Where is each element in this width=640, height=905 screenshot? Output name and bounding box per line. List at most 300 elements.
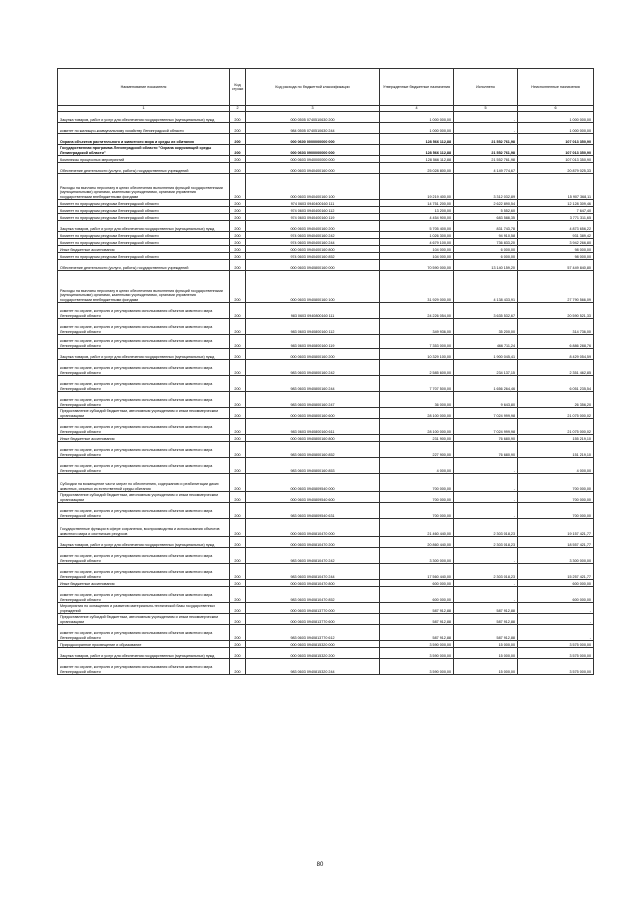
table-header [58, 69, 594, 112]
row-name-cell: Природоохранное просвещение и образование [58, 641, 230, 648]
row-kbk-cell: 000 0505 0740510630 200 [246, 112, 380, 123]
row-kbk-cell: 983 0603 0940813770 612 [246, 625, 380, 641]
row-executed-cell: 3 635 532,67 [454, 303, 518, 319]
row-unexecuted-cell: 20 879 025,33 [518, 163, 594, 174]
row-kbk-cell: 000 0603 0940815320 200 [246, 648, 380, 659]
table-row [58, 537, 594, 548]
table-row [58, 648, 594, 659]
row-approved-cell: 7 353 000,00 [380, 335, 454, 349]
row-code-cell: 200 [230, 246, 246, 253]
row-approved-cell: 5 705 400,00 [380, 221, 454, 232]
row-kbk-cell: 983 0603 0940810470 242 [246, 548, 380, 564]
table-row [58, 442, 594, 458]
row-unexecuted-cell: 18 557 421,77 [518, 537, 594, 548]
row-name-cell: комитет по охране, контролю и регулированию использования объектов животного мира Ленинградской области [58, 442, 230, 458]
table-row [58, 303, 594, 319]
row-executed-cell: - [454, 112, 518, 123]
row-code-cell: 200 [230, 474, 246, 492]
table-row [58, 435, 594, 442]
table-row [58, 419, 594, 435]
row-unexecuted-cell: 107 013 350,90 [518, 145, 594, 156]
row-name-cell: Закупка товаров, работ и услуг для обеспечения государственных (муниципальных) нужд [58, 221, 230, 232]
row-executed-cell: - [454, 580, 518, 587]
table-row [58, 625, 594, 641]
column-number: 4 [380, 106, 454, 112]
row-code-cell: 200 [230, 360, 246, 376]
row-name-cell: Комитет по природным ресурсам Ленинградской области [58, 232, 230, 239]
row-code-cell: 200 [230, 537, 246, 548]
row-approved-cell: 21 460 440,00 [380, 519, 454, 537]
table-row [58, 614, 594, 625]
row-name-cell: комитет по охране, контролю и регулированию использования объектов животного мира Ленинградской области [58, 564, 230, 580]
row-name-cell: Закупка товаров, работ и услуг для обеспечения государственных (муниципальных) нужд [58, 112, 230, 123]
table-row [58, 659, 594, 675]
row-name-cell: Расходы на выплаты персоналу в целях обеспечения выполнения функций государственными (муниципальными) органами, казенными учреждениями, органами управления государственными внебюджетными фондами [58, 174, 230, 200]
row-unexecuted-cell: 107 013 350,90 [518, 156, 594, 163]
row-code-cell: 200 [230, 253, 246, 260]
table-row [58, 335, 594, 349]
row-approved-cell: 14 751 200,00 [380, 200, 454, 207]
row-approved-cell: 10 329 100,00 [380, 349, 454, 360]
budget-report-sheet [57, 68, 593, 675]
table-row [58, 123, 594, 134]
table-row [58, 145, 594, 156]
row-approved-cell: 1 000 000,00 [380, 123, 454, 134]
row-executed-cell: 683 588,35 [454, 214, 518, 221]
row-code-cell: 200 [230, 603, 246, 614]
column-number: 5 [454, 106, 518, 112]
table-row [58, 376, 594, 392]
row-executed-cell: 15 000,00 [454, 659, 518, 675]
row-code-cell: 200 [230, 335, 246, 349]
table-row [58, 503, 594, 519]
budget-execution-table [57, 68, 594, 675]
row-code-cell: 200 [230, 519, 246, 537]
table-row [58, 548, 594, 564]
table-row [58, 603, 594, 614]
row-kbk-cell: 000 0603 0940813770 600 [246, 614, 380, 625]
row-executed-cell: 15 000,00 [454, 641, 518, 648]
row-code-cell: 200 [230, 580, 246, 587]
row-unexecuted-cell: 6 886 288,76 [518, 335, 594, 349]
row-approved-cell: 25 028 800,00 [380, 163, 454, 174]
row-name-cell: Иные бюджетные ассигнования [58, 435, 230, 442]
row-unexecuted-cell: 600 000,00 [518, 580, 594, 587]
row-executed-cell: 6 000,00 [454, 253, 518, 260]
row-unexecuted-cell: 600 000,00 [518, 587, 594, 603]
row-name-cell: Расходы на выплаты персоналу в целях обеспечения выполнения функций государственными (муниципальными) органами, казенными учреждениями, органами управления государственными внебюджетными фондами [58, 271, 230, 303]
table-row [58, 271, 594, 303]
table-row [58, 458, 594, 474]
row-approved-cell: 600 000,00 [380, 580, 454, 587]
header-row [58, 69, 594, 106]
page-number: 80 [316, 862, 324, 868]
row-executed-cell: 6 000,00 [454, 246, 518, 253]
row-code-cell: 200 [230, 134, 246, 145]
row-name-cell: Комплексы процессных мероприятий [58, 156, 230, 163]
row-approved-cell: 2 585 600,00 [380, 360, 454, 376]
row-executed-cell: - [454, 503, 518, 519]
table-row [58, 232, 594, 239]
row-name-cell: комитет по охране, контролю и регулированию использования объектов животного мира Ленинградской области [58, 659, 230, 675]
row-unexecuted-cell: 12 128 309,46 [518, 200, 594, 207]
row-name-cell: Закупка товаров, работ и услуг для обеспечения государственных (муниципальных) нужд [58, 537, 230, 548]
table-row [58, 349, 594, 360]
row-unexecuted-cell: 3 300 000,00 [518, 548, 594, 564]
row-kbk-cell: 974 0603 0940400160 111 [246, 200, 380, 207]
row-name-cell: Государственная программа Ленинградской области "Охрана окружающей среды Ленинградской области" [58, 145, 230, 156]
row-name-cell: комитет по охране, контролю и регулированию использования объектов животного мира Ленинградской области [58, 625, 230, 641]
row-kbk-cell: 000 0603 0940800160 800 [246, 435, 380, 442]
row-name-cell: Обеспечение деятельности (услуги, работы) государственных учреждений [58, 163, 230, 174]
table-row [58, 587, 594, 603]
row-unexecuted-cell: 314 736,00 [518, 319, 594, 335]
row-executed-cell: 736 833,20 [454, 239, 518, 246]
row-unexecuted-cell: 155 219,10 [518, 435, 594, 442]
row-approved-cell: 104 000,00 [380, 246, 454, 253]
row-unexecuted-cell: 3 771 311,65 [518, 214, 594, 221]
row-unexecuted-cell: - [518, 603, 594, 614]
row-name-cell: комитет по охране, контролю и регулированию использования объектов животного мира Ленинградской области [58, 319, 230, 335]
row-code-cell: 200 [230, 271, 246, 303]
row-code-cell: 200 [230, 458, 246, 474]
row-name-cell: Иные бюджетные ассигнования [58, 580, 230, 587]
row-code-cell: 200 [230, 435, 246, 442]
row-approved-cell: 587 912,88 [380, 603, 454, 614]
row-name-cell: Субсидии на возмещение части затрат по обеспечению, содержанию и реабилитации диких животных, изъятых из естественной среды обитания [58, 474, 230, 492]
table-row [58, 207, 594, 214]
row-kbk-cell: 000 0603 0940815320 000 [246, 641, 380, 648]
row-code-cell: 200 [230, 174, 246, 200]
table-row [58, 519, 594, 537]
row-code-cell: 200 [230, 587, 246, 603]
row-executed-cell: 587 912,88 [454, 625, 518, 641]
row-approved-cell: 3 590 000,00 [380, 641, 454, 648]
row-approved-cell: 4 000,00 [380, 458, 454, 474]
row-unexecuted-cell: 3 575 000,00 [518, 659, 594, 675]
row-unexecuted-cell: 26 356,20 [518, 392, 594, 408]
table-row [58, 200, 594, 207]
table-row [58, 156, 594, 163]
row-approved-cell: 700 000,00 [380, 503, 454, 519]
row-executed-cell: 21 552 761,98 [454, 145, 518, 156]
row-kbk-cell: 000 0600 0000000000 000 [246, 134, 380, 145]
table-row [58, 112, 594, 123]
row-unexecuted-cell: 21 075 000,02 [518, 419, 594, 435]
row-approved-cell: 20 860 440,00 [380, 537, 454, 548]
row-code-cell: 200 [230, 641, 246, 648]
row-kbk-cell: 983 0603 0940800160 852 [246, 442, 380, 458]
table-row [58, 360, 594, 376]
row-unexecuted-cell: 6 051 235,54 [518, 376, 594, 392]
row-unexecuted-cell: 1 000 000,00 [518, 112, 594, 123]
row-executed-cell: 21 552 761,98 [454, 134, 518, 145]
row-name-cell: Комитет по природным ресурсам Ленинградской области [58, 239, 230, 246]
row-kbk-cell: 000 0603 0940810470 200 [246, 537, 380, 548]
row-executed-cell: 3 312 032,89 [454, 174, 518, 200]
row-executed-cell: 76 680,90 [454, 442, 518, 458]
row-unexecuted-cell: 4 000,00 [518, 458, 594, 474]
row-code-cell: 200 [230, 221, 246, 232]
row-unexecuted-cell: 15 907 368,11 [518, 174, 594, 200]
table-row [58, 392, 594, 408]
column-number: 1 [58, 106, 230, 112]
row-executed-cell: 76 680,90 [454, 435, 518, 442]
row-approved-cell: 17 560 440,00 [380, 564, 454, 580]
row-unexecuted-cell: 3 942 266,80 [518, 239, 594, 246]
row-approved-cell: 28 100 000,00 [380, 408, 454, 419]
row-kbk-cell: 000 0603 0940800160 200 [246, 349, 380, 360]
row-unexecuted-cell: 931 389,42 [518, 232, 594, 239]
row-unexecuted-cell: 107 013 350,90 [518, 134, 594, 145]
row-approved-cell: 1 000 000,00 [380, 112, 454, 123]
row-approved-cell: 3 300 000,00 [380, 548, 454, 564]
table-row [58, 214, 594, 221]
row-executed-cell: - [454, 492, 518, 503]
row-kbk-cell: 974 0603 0940400160 119 [246, 214, 380, 221]
row-approved-cell: 587 912,88 [380, 625, 454, 641]
row-kbk-cell: 000 0603 0940809540 000 [246, 474, 380, 492]
row-unexecuted-cell: 3 575 000,00 [518, 648, 594, 659]
table-row [58, 239, 594, 246]
row-kbk-cell: 983 0603 0940800160 111 [246, 303, 380, 319]
row-unexecuted-cell: 3 575 000,00 [518, 641, 594, 648]
header-name: Наименование показателя [58, 69, 230, 106]
row-kbk-cell: 983 0603 0940809540 631 [246, 503, 380, 519]
row-code-cell: 200 [230, 442, 246, 458]
row-executed-cell: 587 912,88 [454, 603, 518, 614]
header-code: Код строки [230, 69, 246, 106]
row-name-cell: комитет по охране, контролю и регулированию использования объектов животного мира Ленинградской области [58, 303, 230, 319]
row-kbk-cell: 000 0603 0940000000 000 [246, 156, 380, 163]
row-kbk-cell: 974 0603 0940400160 852 [246, 253, 380, 260]
row-approved-cell: 19 219 400,00 [380, 174, 454, 200]
row-name-cell: комитет по охране, контролю и регулированию использования объектов животного мира Ленинградской области [58, 392, 230, 408]
row-code-cell: 200 [230, 303, 246, 319]
table-row [58, 564, 594, 580]
row-executed-cell: 234 137,15 [454, 360, 518, 376]
row-executed-cell: - [454, 548, 518, 564]
row-code-cell: 200 [230, 232, 246, 239]
row-name-cell: Закупка товаров, работ и услуг для обеспечения государственных (муниципальных) нужд [58, 648, 230, 659]
row-executed-cell: 2 622 890,54 [454, 200, 518, 207]
row-unexecuted-cell: - [518, 614, 594, 625]
row-approved-cell: 231 900,00 [380, 435, 454, 442]
row-name-cell: комитет по охране, контролю и регулированию использования объектов животного мира Ленинградской области [58, 503, 230, 519]
row-executed-cell: 35 200,00 [454, 319, 518, 335]
row-unexecuted-cell: 21 075 000,02 [518, 408, 594, 419]
row-executed-cell: 13 140 159,20 [454, 260, 518, 271]
row-executed-cell: 7 024 999,98 [454, 408, 518, 419]
row-kbk-cell: 000 0603 0940800160 000 [246, 260, 380, 271]
row-approved-cell: 36 000,00 [380, 392, 454, 408]
row-name-cell: комитет по охране, контролю и регулированию использования объектов животного мира Ленинградской области [58, 419, 230, 435]
column-number: 6 [518, 106, 594, 112]
row-kbk-cell: 000 0603 0940813770 000 [246, 603, 380, 614]
table-row [58, 221, 594, 232]
row-kbk-cell: 000 0603 0940800160 600 [246, 408, 380, 419]
row-approved-cell: 7 707 500,00 [380, 376, 454, 392]
row-name-cell: комитет по охране, контролю и регулированию использования объектов животного мира Ленинградской области [58, 458, 230, 474]
row-name-cell: Комитет по природным ресурсам Ленинградской области [58, 214, 230, 221]
row-executed-cell: - [454, 458, 518, 474]
row-executed-cell: 5 552,60 [454, 207, 518, 214]
row-unexecuted-cell: 700 000,00 [518, 503, 594, 519]
row-code-cell: 200 [230, 659, 246, 675]
row-kbk-cell: 983 0603 0940810470 244 [246, 564, 380, 580]
row-unexecuted-cell: 15 257 421,77 [518, 564, 594, 580]
row-unexecuted-cell: 151 219,10 [518, 442, 594, 458]
row-code-cell: 200 [230, 156, 246, 163]
column-number: 3 [246, 106, 380, 112]
row-code-cell: 200 [230, 376, 246, 392]
row-unexecuted-cell: 7 647,40 [518, 207, 594, 214]
row-kbk-cell: 000 0603 0900000000 000 [246, 145, 380, 156]
row-unexecuted-cell: 1 000 000,00 [518, 123, 594, 134]
row-approved-cell: 104 000,00 [380, 253, 454, 260]
row-executed-cell: 94 910,58 [454, 232, 518, 239]
row-code-cell: 200 [230, 163, 246, 174]
table-row [58, 163, 594, 174]
table-row [58, 408, 594, 419]
row-approved-cell: 4 679 100,00 [380, 239, 454, 246]
row-executed-cell: - [454, 123, 518, 134]
row-approved-cell: 70 590 000,00 [380, 260, 454, 271]
row-code-cell: 200 [230, 614, 246, 625]
row-kbk-cell: 000 0603 0940400160 100 [246, 174, 380, 200]
table-row [58, 174, 594, 200]
row-approved-cell: 700 000,00 [380, 474, 454, 492]
row-kbk-cell: 983 0603 0940815320 244 [246, 659, 380, 675]
row-unexecuted-cell: 57 449 840,80 [518, 260, 594, 271]
row-unexecuted-cell: 8 429 054,59 [518, 349, 594, 360]
row-approved-cell: 3 590 000,00 [380, 648, 454, 659]
row-name-cell: комитет по охране, контролю и регулированию использования объектов животного мира Ленинградской области [58, 335, 230, 349]
row-code-cell: 200 [230, 503, 246, 519]
row-approved-cell: 227 900,00 [380, 442, 454, 458]
row-name-cell: Предоставление субсидий бюджетным, автономным учреждениям и иным некоммерческим организациям [58, 492, 230, 503]
row-executed-cell: - [454, 587, 518, 603]
row-code-cell: 200 [230, 349, 246, 360]
table-row [58, 253, 594, 260]
row-code-cell: 200 [230, 492, 246, 503]
table-row [58, 246, 594, 253]
row-unexecuted-cell: 2 351 462,85 [518, 360, 594, 376]
row-kbk-cell: 983 0603 0940810470 852 [246, 587, 380, 603]
row-name-cell: комитет по охране, контролю и регулированию использования объектов животного мира Ленинградской области [58, 548, 230, 564]
row-kbk-cell: 000 0603 0940810470 800 [246, 580, 380, 587]
table-row [58, 260, 594, 271]
row-approved-cell: 4 454 900,00 [380, 214, 454, 221]
row-executed-cell: 9 643,80 [454, 392, 518, 408]
row-code-cell: 200 [230, 625, 246, 641]
row-kbk-cell: 983 0603 0940800160 247 [246, 392, 380, 408]
row-executed-cell: 466 711,24 [454, 335, 518, 349]
table-row [58, 319, 594, 335]
row-code-cell: 200 [230, 112, 246, 123]
row-kbk-cell: 000 0603 0940800160 100 [246, 271, 380, 303]
row-unexecuted-cell: 27 790 566,09 [518, 271, 594, 303]
row-approved-cell: 31 929 000,00 [380, 271, 454, 303]
row-kbk-cell: 000 0603 0940400160 800 [246, 246, 380, 253]
row-kbk-cell: 000 0603 0940810470 000 [246, 519, 380, 537]
row-name-cell: Мероприятия по оснащению и развитию материально-технической базы государственных учреждений [58, 603, 230, 614]
row-unexecuted-cell: 98 000,00 [518, 253, 594, 260]
row-code-cell: 200 [230, 214, 246, 221]
row-unexecuted-cell: 700 000,00 [518, 474, 594, 492]
row-executed-cell: - [454, 474, 518, 492]
row-kbk-cell: 000 0603 0940400160 000 [246, 163, 380, 174]
row-kbk-cell: 983 0603 0940800160 853 [246, 458, 380, 474]
row-code-cell: 200 [230, 145, 246, 156]
row-approved-cell: 128 566 112,88 [380, 156, 454, 163]
row-executed-cell: 21 552 761,98 [454, 156, 518, 163]
row-unexecuted-cell: 98 000,00 [518, 246, 594, 253]
row-name-cell: Предоставление субсидий бюджетным, автономным учреждениям и иным некоммерческим организациям [58, 408, 230, 419]
row-code-cell: 200 [230, 548, 246, 564]
table-body [58, 112, 594, 675]
row-executed-cell: 7 024 999,98 [454, 419, 518, 435]
row-executed-cell: 831 743,78 [454, 221, 518, 232]
row-name-cell: Обеспечение деятельности (услуги, работы) государственных учреждений [58, 260, 230, 271]
row-code-cell: 200 [230, 408, 246, 419]
header-unexecuted: Неисполненные назначения [518, 69, 594, 106]
header-kbk: Код расхода по бюджетной классификации [246, 69, 380, 106]
row-name-cell: Комитет по природным ресурсам Ленинградской области [58, 200, 230, 207]
row-kbk-cell: 974 0603 0940400160 244 [246, 239, 380, 246]
row-approved-cell: 349 936,00 [380, 319, 454, 335]
row-name-cell: комитет по жилищно-коммунальному хозяйству Ленинградской области [58, 123, 230, 134]
row-code-cell: 200 [230, 392, 246, 408]
row-approved-cell: 28 100 000,00 [380, 419, 454, 435]
header-executed: Исполнено [454, 69, 518, 106]
row-code-cell: 200 [230, 260, 246, 271]
table-row [58, 641, 594, 648]
row-name-cell: Предоставление субсидий бюджетным, автономным учреждениям и иным некоммерческим организациям [58, 614, 230, 625]
row-kbk-cell: 000 0603 0940809540 600 [246, 492, 380, 503]
row-executed-cell: 2 303 018,23 [454, 537, 518, 548]
row-kbk-cell: 984 0505 0740510630 244 [246, 123, 380, 134]
row-name-cell: Комитет по природным ресурсам Ленинградской области [58, 207, 230, 214]
row-approved-cell: 128 566 112,88 [380, 134, 454, 145]
row-kbk-cell: 983 0603 0940800160 242 [246, 360, 380, 376]
row-approved-cell: 24 226 054,00 [380, 303, 454, 319]
row-name-cell: Закупка товаров, работ и услуг для обеспечения государственных (муниципальных) нужд [58, 349, 230, 360]
header-approved: Утвержденные бюджетные назначения [380, 69, 454, 106]
row-name-cell: Государственные функции в сфере сохранения, воспроизводства и использования объектов животного мира и охотничьих ресурсов [58, 519, 230, 537]
row-executed-cell: 4 138 433,91 [454, 271, 518, 303]
row-code-cell: 200 [230, 239, 246, 246]
row-unexecuted-cell: 20 590 521,33 [518, 303, 594, 319]
table-row [58, 474, 594, 492]
row-kbk-cell: 000 0603 0940400160 200 [246, 221, 380, 232]
table-row [58, 134, 594, 145]
row-code-cell: 200 [230, 207, 246, 214]
row-code-cell: 200 [230, 200, 246, 207]
row-executed-cell: 2 303 018,23 [454, 564, 518, 580]
row-unexecuted-cell: 19 157 421,77 [518, 519, 594, 537]
row-kbk-cell: 974 0603 0940400160 112 [246, 207, 380, 214]
table-row [58, 580, 594, 587]
row-kbk-cell: 983 0603 0940800160 244 [246, 376, 380, 392]
table-row [58, 492, 594, 503]
row-unexecuted-cell: 4 873 656,22 [518, 221, 594, 232]
row-name-cell: комитет по охране, контролю и регулированию использования объектов животного мира Ленинградской области [58, 360, 230, 376]
row-name-cell: Комитет по природным ресурсам Ленинградской области [58, 253, 230, 260]
row-executed-cell: 587 912,88 [454, 614, 518, 625]
row-kbk-cell: 974 0603 0940400160 242 [246, 232, 380, 239]
row-code-cell: 200 [230, 564, 246, 580]
